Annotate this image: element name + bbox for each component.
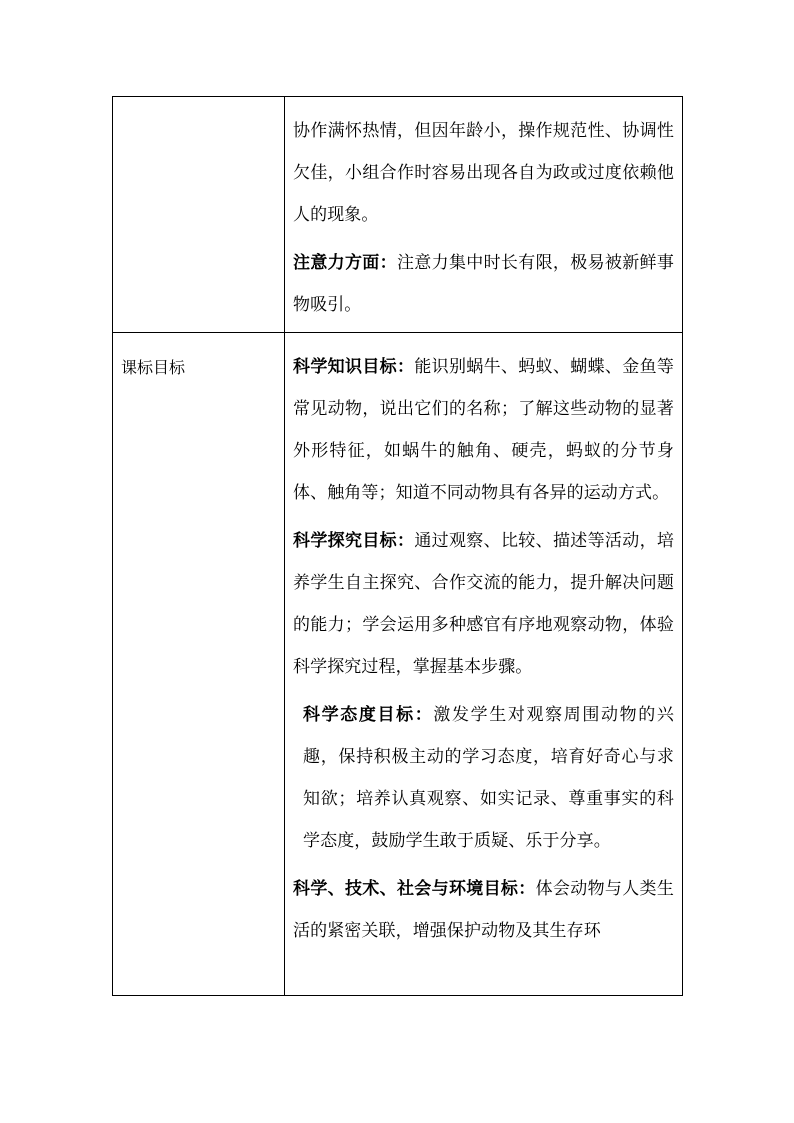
paragraph [293, 346, 674, 514]
paragraph [293, 520, 674, 688]
lesson-plan-table [112, 96, 683, 996]
paragraph-heading: 科学探究目标： [293, 531, 415, 551]
paragraph [293, 110, 674, 236]
paragraph-heading: 科学、技术、社会与环境目标： [293, 879, 536, 899]
paragraph [293, 242, 674, 326]
paragraph [293, 868, 674, 952]
paragraph-text: 注意力集中时长有限，极易被新鲜事物吸引。 [293, 253, 674, 315]
paragraph-text: 通过观察、比较、描述等活动，培养学生自主探究、合作交流的能力，提升解决问题的能力；学会运用多种感官有序地观察动物，体验科学探究过程，掌握基本步骤。 [293, 531, 675, 677]
paragraph-text: 体会动物与人类生活的紧密关联，增强保护动物及其生存环 [293, 879, 674, 941]
row-content-cell [285, 333, 683, 996]
paragraph-heading: 科学态度目标： [303, 705, 434, 725]
paragraph [293, 694, 674, 862]
paragraph-heading: 科学知识目标： [293, 357, 415, 377]
row-label-cell [113, 97, 285, 333]
paragraph-text: 激发学生对观察周围动物的兴趣，保持积极主动的学习态度，培育好奇心与求知欲；培养认真观察、如实记录、尊重事实的科学态度，鼓励学生敢于质疑、乐于分享。 [303, 705, 674, 851]
paragraph-text: 协作满怀热情，但因年龄小，操作规范性、协调性欠佳，小组合作时容易出现各自为政或过度依赖他人的现象。 [293, 121, 674, 225]
paragraph-heading: 注意力方面： [293, 253, 397, 273]
table-row [113, 97, 683, 333]
paragraph-text: 能识别蜗牛、蚂蚁、蝴蝶、金鱼等常见动物，说出它们的名称；了解这些动物的显著外形特征，如蜗牛的触角、硬壳，蚂蚁的分节身体、触角等；知道不同动物具有各异的运动方式。 [293, 357, 675, 503]
table-row [113, 333, 683, 996]
row-label-cell [113, 333, 285, 996]
row-content-cell [285, 97, 683, 333]
row-label: 课标目标 [121, 358, 186, 377]
